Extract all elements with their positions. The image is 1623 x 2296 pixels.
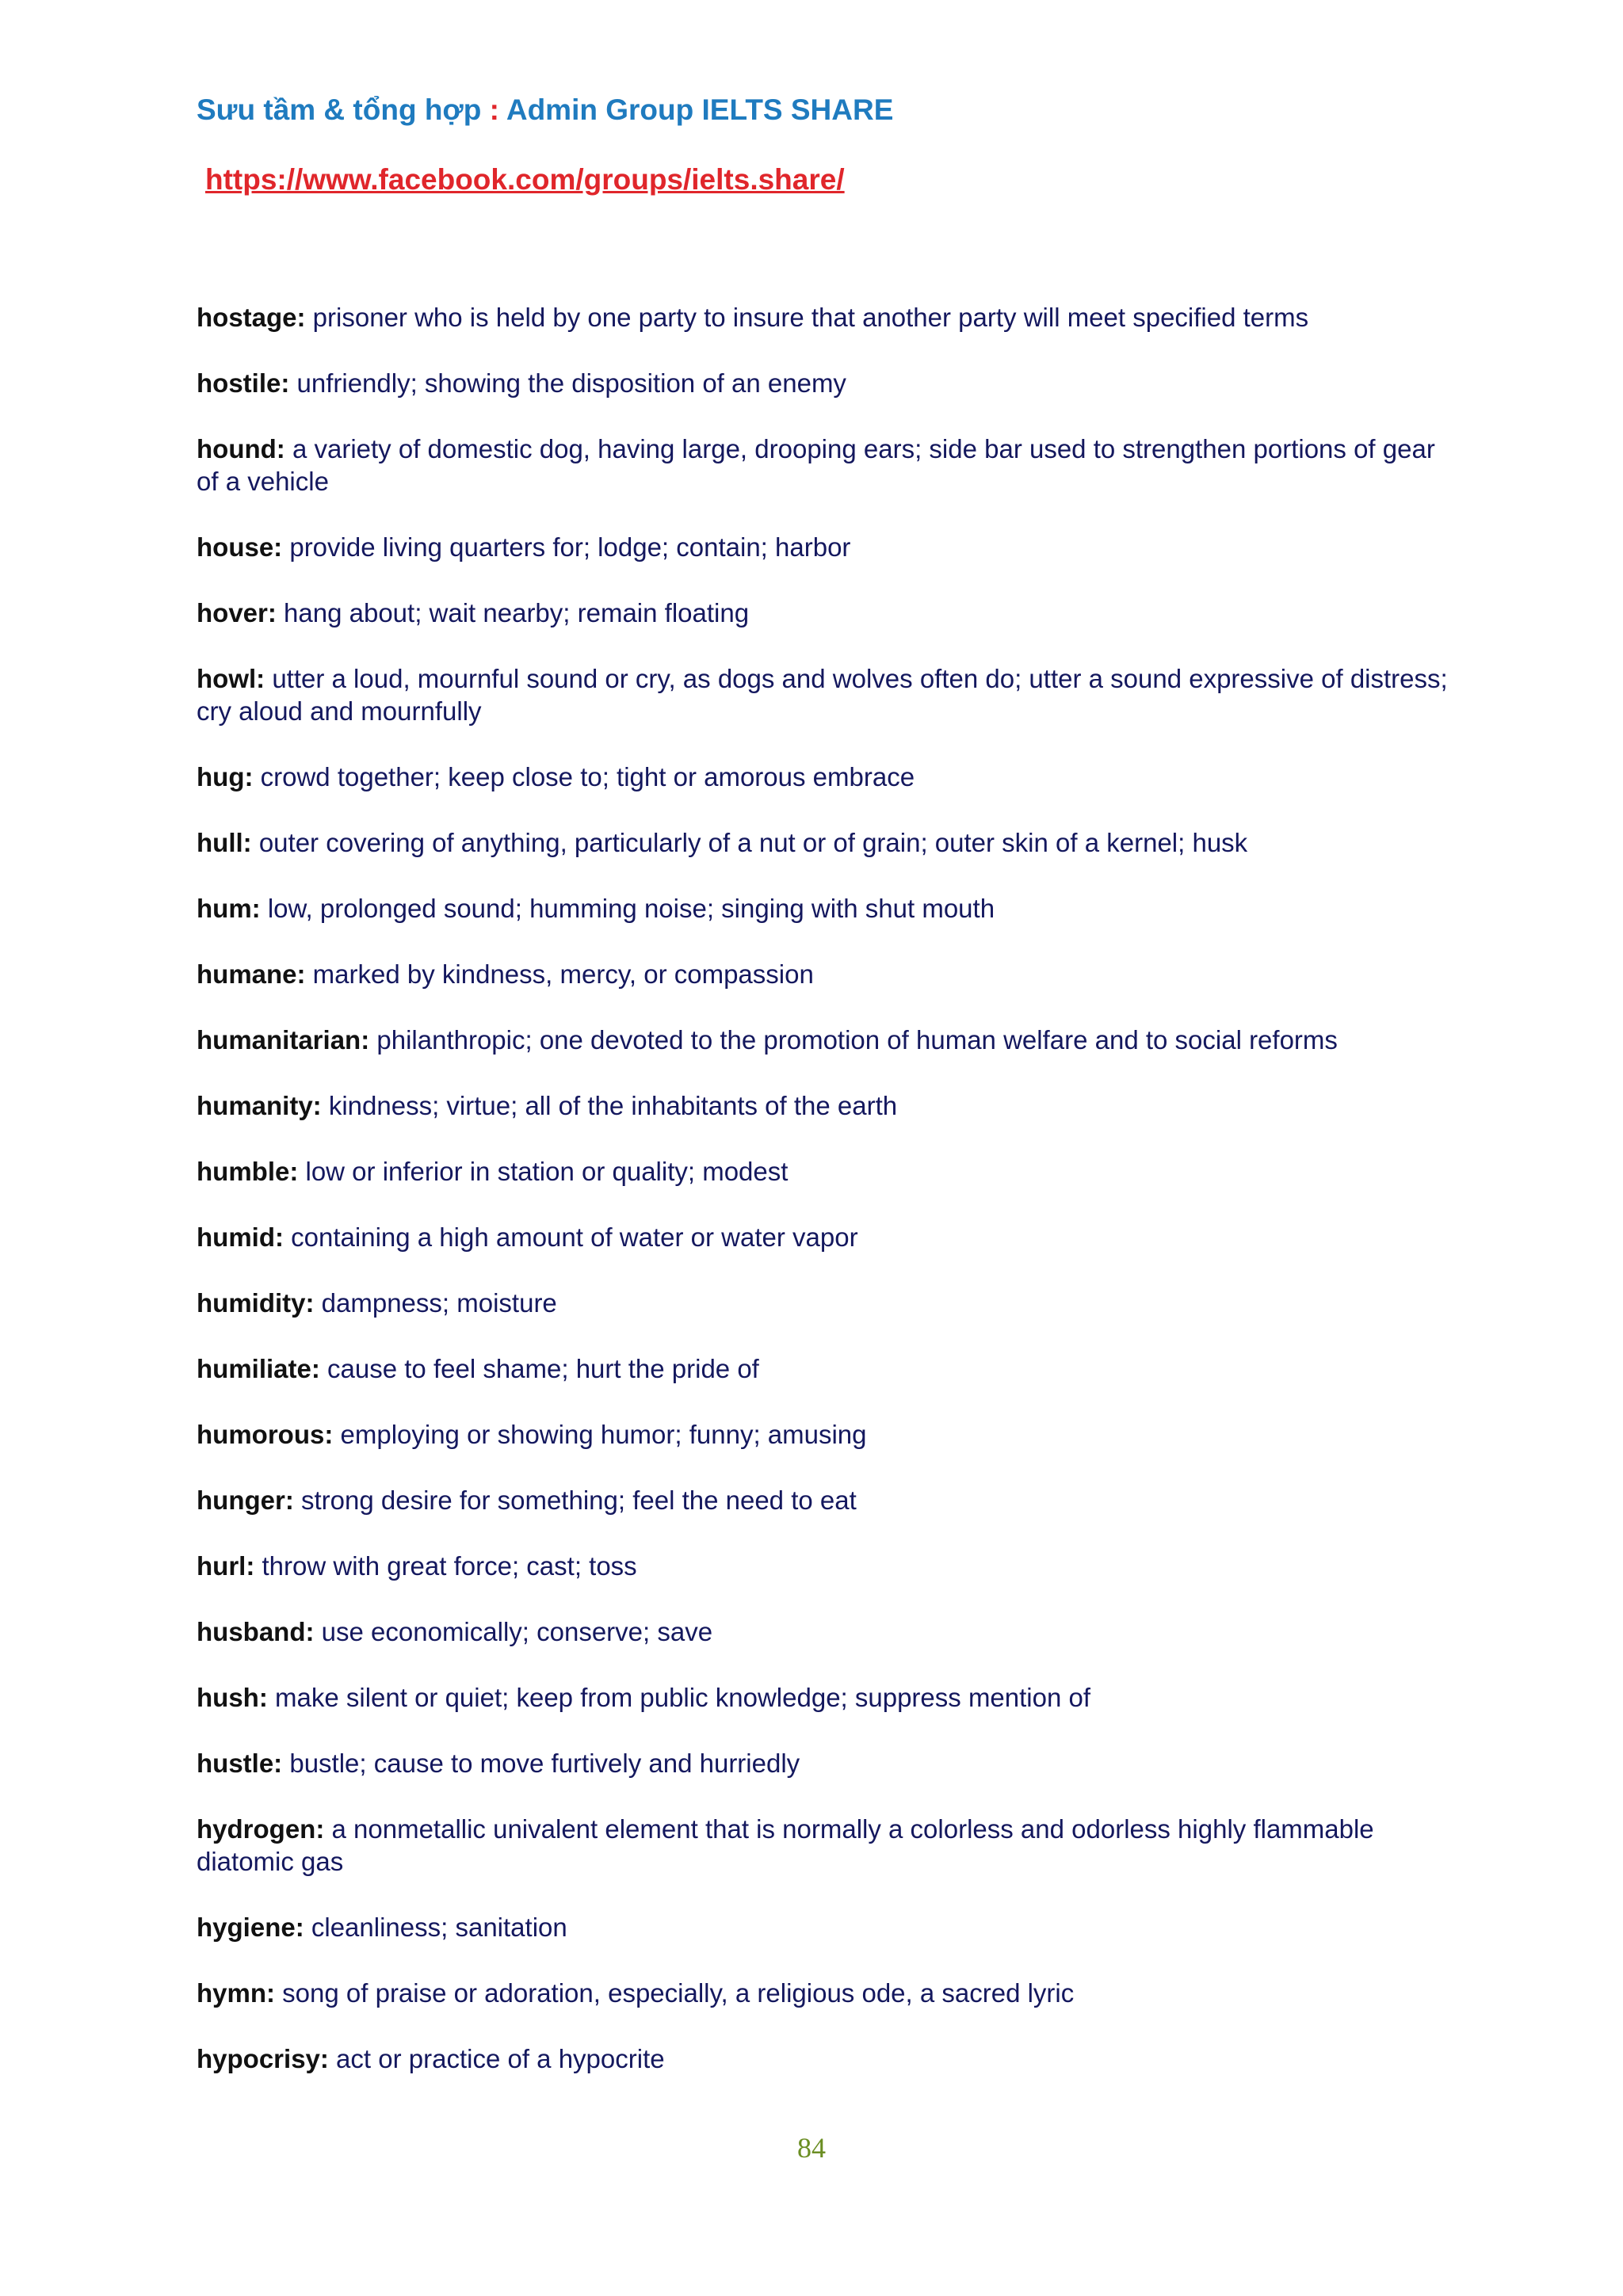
entry-definition: low or inferior in station or quality; modest: [298, 1157, 789, 1186]
entry-definition: crowd together; keep close to; tight or amorous embrace: [253, 762, 915, 791]
glossary-entry: [197, 531, 1449, 563]
entry-term: hull:: [197, 828, 252, 857]
glossary-entry: [197, 1911, 1449, 1943]
glossary-entry: [197, 1484, 1449, 1516]
entry-term: hug:: [197, 762, 254, 791]
entry-term: humid:: [197, 1222, 284, 1252]
entry-definition: containing a high amount of water or water vapor: [283, 1222, 858, 1252]
glossary-entry: [197, 301, 1449, 334]
credit-line: [197, 93, 893, 127]
glossary-entry: [197, 761, 1449, 793]
glossary-entry: [197, 1089, 1449, 1122]
entry-term: husband:: [197, 1617, 315, 1646]
entry-term: humorous:: [197, 1420, 334, 1449]
glossary-entry: [197, 1681, 1449, 1714]
entry-term: humane:: [197, 959, 306, 989]
page-number: 84: [797, 2132, 826, 2164]
entry-definition: cleanliness; sanitation: [304, 1913, 567, 1942]
entry-term: hound:: [197, 434, 285, 463]
entry-definition: act or practice of a hypocrite: [328, 2044, 665, 2073]
entry-definition: employing or showing humor; funny; amusing: [333, 1420, 867, 1449]
group-link[interactable]: https://www.facebook.com/groups/ielts.share/: [205, 163, 845, 196]
entry-term: hover:: [197, 598, 277, 627]
entry-definition: bustle; cause to move furtively and hurriedly: [282, 1749, 800, 1778]
entry-term: humble:: [197, 1157, 299, 1186]
glossary-entry: [197, 1221, 1449, 1253]
entry-definition: cause to feel shame; hurt the pride of: [319, 1354, 759, 1383]
entry-definition: marked by kindness, mercy, or compassion: [305, 959, 814, 989]
entry-term: hydrogen:: [197, 1814, 325, 1844]
entry-definition: provide living quarters for; lodge; contain; harbor: [282, 532, 851, 562]
entry-definition: hang about; wait nearby; remain floating: [276, 598, 750, 627]
entry-definition: unfriendly; showing the disposition of an enemy: [289, 368, 846, 398]
entry-definition: utter a loud, mournful sound or cry, as dogs and wolves often do; utter a sound expressive of distress; cry aloud and mournfully: [197, 664, 1448, 726]
entry-definition: strong desire for something; feel the need to eat: [293, 1486, 857, 1515]
entry-term: humanity:: [197, 1091, 322, 1120]
entry-definition: make silent or quiet; keep from public knowledge; suppress mention of: [267, 1683, 1091, 1712]
glossary-entry: [197, 1418, 1449, 1451]
entry-term: howl:: [197, 664, 265, 693]
entry-definition: song of praise or adoration, especially, a religious ode, a sacred lyric: [275, 1978, 1075, 2008]
glossary-entry: [197, 1813, 1449, 1878]
glossary-entry: [197, 597, 1449, 629]
entry-definition: kindness; virtue; all of the inhabitants of the earth: [321, 1091, 898, 1120]
entry-term: humidity:: [197, 1288, 315, 1318]
glossary-entry: [197, 1615, 1449, 1648]
glossary-entry: [197, 1352, 1449, 1385]
glossary-entry: [197, 1155, 1449, 1188]
entry-term: humiliate:: [197, 1354, 320, 1383]
entry-definition: prisoner who is held by one party to insure that another party will meet specified terms: [305, 303, 1309, 332]
entry-definition: a variety of domestic dog, having large, drooping ears; side bar used to strengthen portions of gear of a vehicle: [197, 434, 1435, 496]
glossary-entry: [197, 1977, 1449, 2009]
entry-definition: philanthropic; one devoted to the promotion of human welfare and to social reforms: [369, 1025, 1338, 1055]
glossary-entry: [197, 367, 1449, 399]
entry-term: hustle:: [197, 1749, 283, 1778]
entry-definition: use economically; conserve; save: [314, 1617, 713, 1646]
glossary-entry: [197, 2042, 1449, 2075]
entry-term: hush:: [197, 1683, 268, 1712]
glossary-entry: [197, 1747, 1449, 1779]
glossary-entry: [197, 433, 1449, 498]
glossary-entry: [197, 826, 1449, 859]
entry-definition: throw with great force; cast; toss: [254, 1551, 637, 1581]
glossary-entry: [197, 892, 1449, 925]
entry-term: hostile:: [197, 368, 290, 398]
credit-prefix: Sưu tầm & tổng hợp: [197, 93, 482, 126]
entry-term: hygiene:: [197, 1913, 304, 1942]
entry-term: humanitarian:: [197, 1025, 370, 1055]
glossary-entry: [197, 1287, 1449, 1319]
entry-term: hypocrisy:: [197, 2044, 329, 2073]
entry-definition: outer covering of anything, particularly of a nut or of grain; outer skin of a kernel; husk: [251, 828, 1248, 857]
entry-term: hunger:: [197, 1486, 294, 1515]
credit-name: Admin Group IELTS SHARE: [506, 93, 894, 126]
entry-term: hurl:: [197, 1551, 255, 1581]
glossary-entry: [197, 1024, 1449, 1056]
glossary-entry: [197, 1550, 1449, 1582]
glossary-entry: [197, 958, 1449, 990]
glossary-list: [197, 301, 1449, 2108]
entry-definition: a nonmetallic univalent element that is normally a colorless and odorless highly flammable diatomic gas: [197, 1814, 1374, 1876]
entry-term: hostage:: [197, 303, 306, 332]
entry-term: hum:: [197, 894, 261, 923]
entry-definition: low, prolonged sound; humming noise; singing with shut mouth: [260, 894, 995, 923]
entry-term: hymn:: [197, 1978, 275, 2008]
entry-definition: dampness; moisture: [314, 1288, 557, 1318]
entry-term: house:: [197, 532, 283, 562]
glossary-entry: [197, 662, 1449, 727]
credit-separator: :: [481, 93, 506, 126]
